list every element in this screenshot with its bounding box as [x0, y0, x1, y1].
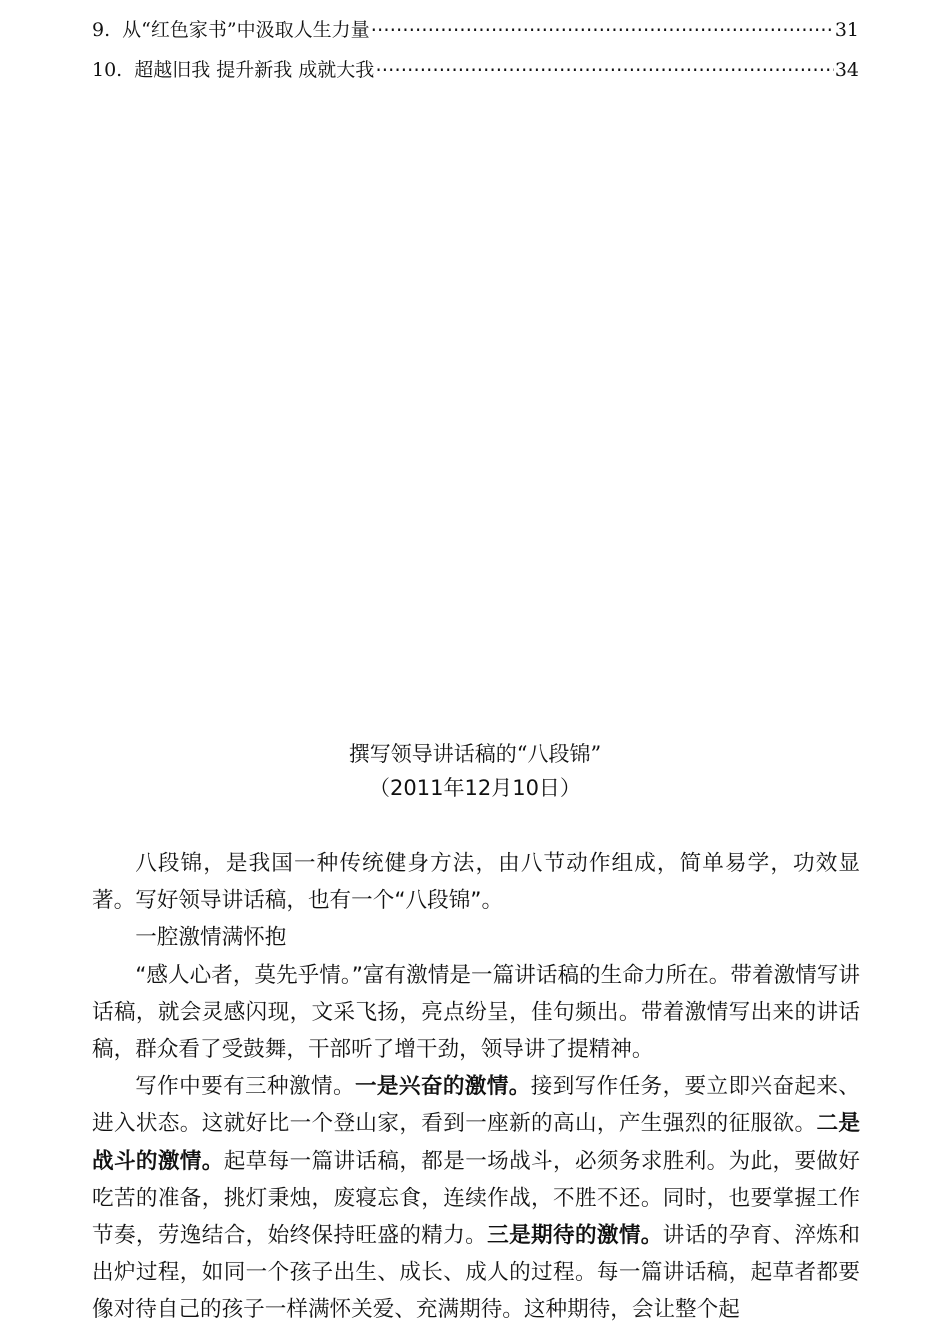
- table-of-contents: [92, 10, 859, 90]
- paragraph-1: “感人心者，莫先乎情。”富有激情是一篇讲话稿的生命力所在。带着激情写讲话稿，就会灵感闪现，文采飞扬，亮点纷呈，佳句频出。带着激情写出来的讲话稿，群众看了受鼓舞，干部听了增干劲，领导讲了提精神。: [92, 962, 860, 1063]
- toc-entry[interactable]: [92, 50, 859, 90]
- toc-entry-page: 34: [834, 59, 859, 81]
- intro-paragraph: 八段锦，是我国一种传统健身方法，由八节动作组成，简单易学，功效显著。写好领导讲话稿，也有一个“八段锦”。: [92, 851, 860, 914]
- section-heading: 一腔激情满怀抱: [135, 925, 287, 951]
- paragraph-2-text-1: 接到写作任务，要立即兴奋起来、进入状态。这就好比一个登山家，看到一座新的高山，产生强烈的征服欲。: [92, 1074, 860, 1137]
- toc-leader-dots: [371, 10, 834, 50]
- emphasis-3: 三是期待的激情。: [487, 1223, 663, 1249]
- emphasis-1: 一是兴奋的激情。: [354, 1074, 531, 1100]
- toc-entry-number: 9.: [92, 19, 111, 41]
- toc-entry-number: 10.: [92, 59, 123, 81]
- toc-entry-title: 从“红色家书”中汲取人生力量: [122, 19, 370, 41]
- paragraph-2: [92, 1068, 860, 1328]
- article-date: （2011年12月10日）: [369, 776, 581, 800]
- emphasis-2: 二是战斗的激情。: [92, 1111, 860, 1174]
- toc-leader-dots: [375, 50, 834, 90]
- paragraph-2-text-2: 起草每一篇讲话稿，都是一场战斗，必须务求胜利。为此，要做好吃苦的准备，挑灯秉烛，废寝忘食，连续作战，不胜不还。同时，也要掌握工作节奏，劳逸结合，始终保持旺盛的精力。: [92, 1148, 860, 1249]
- toc-entry-page: 31: [834, 19, 859, 41]
- toc-entry[interactable]: [92, 10, 859, 50]
- paragraph-2-text-3: 讲话的孕育、淬炼和出炉过程，如同一个孩子出生、成长、成人的过程。每一篇讲话稿，起草者都要像对待自己的孩子一样满怀关爱、充满期待。这种期待，会让整个起: [92, 1223, 860, 1323]
- toc-entry-title: 超越旧我 提升新我 成就大我: [134, 59, 375, 81]
- paragraph-2-lead: 写作中要有三种激情。: [135, 1074, 355, 1100]
- article-body: [92, 845, 860, 1329]
- article-title: 撰写领导讲话稿的“八段锦”: [348, 742, 602, 766]
